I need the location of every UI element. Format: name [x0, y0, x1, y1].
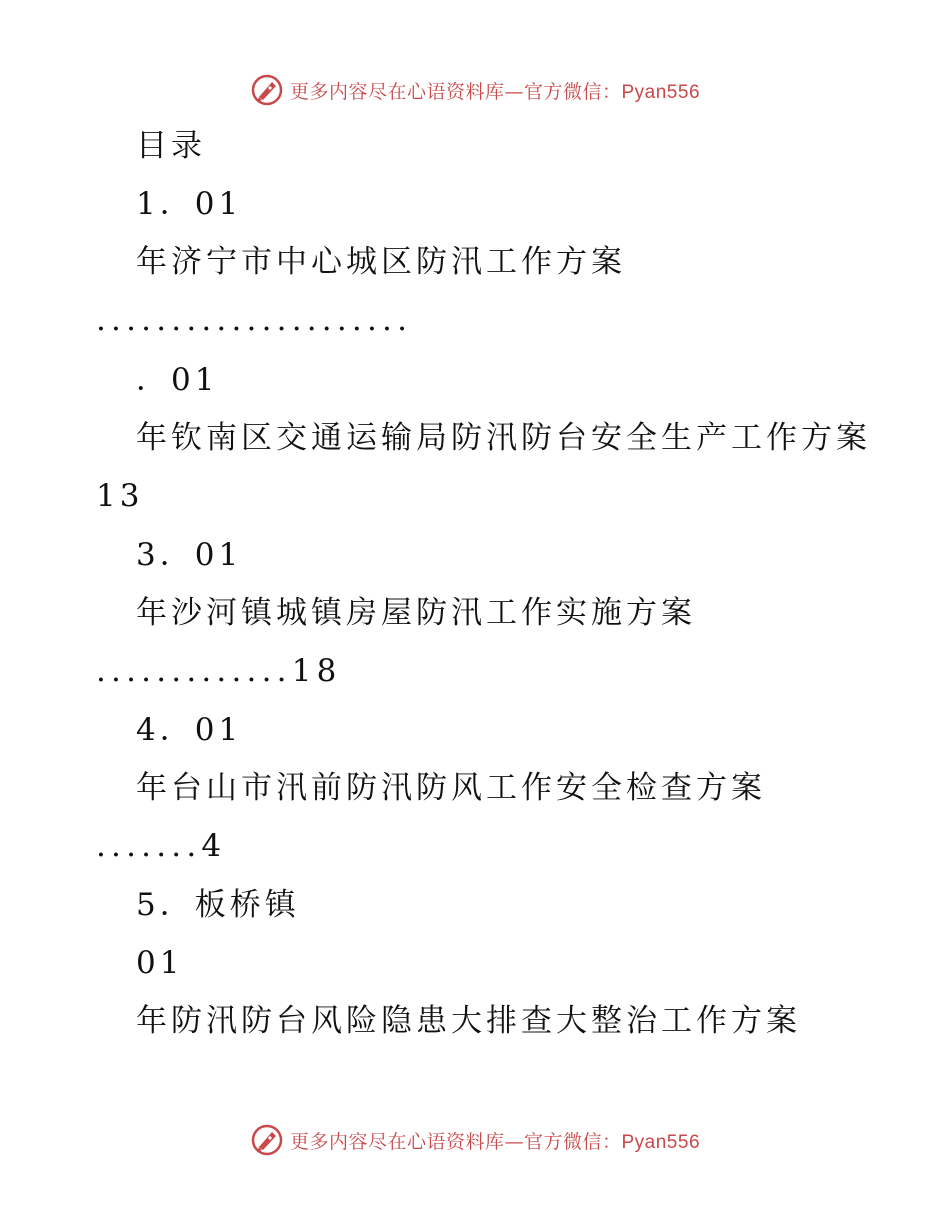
toc-line: 年钦南区交通运输局防汛防台安全生产工作方案 [136, 420, 871, 456]
toc-line: 3．01 [136, 537, 243, 573]
toc-leader-dots: .............18 [96, 653, 342, 689]
watermark-text: 更多内容尽在心语资料库—官方微信：Pyan556 [289, 1130, 701, 1153]
pen-logo-icon [250, 1123, 284, 1157]
toc-leader-dots: .......4 [96, 828, 227, 864]
toc-line: 年台山市汛前防汛防风工作安全检查方案 [136, 770, 766, 806]
toc-line: 5．板桥镇 [136, 887, 300, 923]
watermark-text: 更多内容尽在心语资料库—官方微信：Pyan556 [289, 80, 701, 103]
toc-line: 1．01 [136, 186, 243, 222]
toc-leader-dots: ..................... [96, 302, 413, 338]
toc-line: ．01 [136, 362, 219, 398]
toc-line: 年济宁市中心城区防汛工作方案 [136, 244, 626, 280]
toc-line: 年防汛防台风险隐患大排查大整治工作方案 [136, 1003, 801, 1039]
toc-heading: 目录 [136, 128, 206, 164]
toc-page-number: 13 [96, 478, 144, 514]
toc-line: 01 [136, 945, 184, 981]
footer-watermark [0, 1120, 950, 1160]
toc-line: 年沙河镇城镇房屋防汛工作实施方案 [136, 595, 696, 631]
toc-line: 4．01 [136, 712, 243, 748]
